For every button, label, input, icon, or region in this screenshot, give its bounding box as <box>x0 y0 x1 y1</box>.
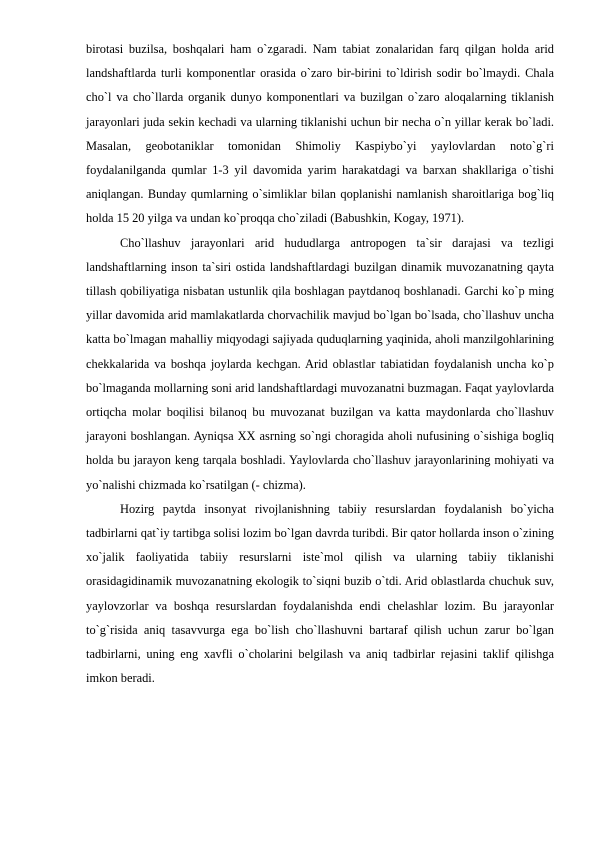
paragraph-3: Hozirg paytda insonyat rivojlanishning tabiiy resurslardan foydalanish bo`yicha tadbirlarni qat`iy tartibga solisi lozim bo`lgan davrda turibdi. Bir qator hollarda inson o`zining xo`jalik faoliyatida tabiiy resurslarni iste`mol qilish va ularning tabiiy tiklanishi orasidagidinamik muvozanatning ekologik to`siqni buzib o`tdi. Arid oblastlarda chuchuk suv, yaylovzorlar va boshqa resurslardan foydalanishda endi chelashlar lozim. Bu jarayonlar to`g`risida aniq tasavvurga ega bo`lish cho`llashuvni bartaraf qilish uchun zarur bo`lgan tadbirlarni, uning eng xavfli o`cholarini belgilash va aniq tadbirlar rejasini taklif qilishga imkon beradi. <box>86 501 554 686</box>
body-text <box>86 37 554 690</box>
paragraph-2: Cho`llashuv jarayonlari arid hududlarga antropogen ta`sir darajasi va tezligi landshaftlarning inson ta`siri ostida landshaftlardagi buzilgan dinamik muvozanatning qayta tillash qobiliyatiga nisbatan ustunlik qila boshlagan paytdanoq boshlanadi. Garchi ko`p ming yillar davomida arid mamlakatlarda chorvachilik mavjud bo`lgan bo`lsada, cho`llashuv uncha katta bo`lmagan mahalliy miqyodagi sajiyada quduqlarning yaqinida, aholi manzilgohlarining chekkalarida va boshqa joylarda kechgan. Arid oblastlar tabiatidan foydalanish uncha ko`p bo`lmaganda mollarning soni arid landshaftlardagi muvozanatni buzmagan. Faqat yaylovlarda ortiqcha molar boqilisi bilanoq bu muvozanat buzilgan va katta maydonlarda cho`llashuv jarayoni boshlangan. Ayniqsa XX asrning so`ngi choragida aholi nufusining o`sishiga bogliq holda bu jarayon keng tarqala boshladi. Yaylovlarda cho`llashuv jarayonlarining mohiyati va yo`nalishi chizmada ko`rsatilgan (- chizma). <box>86 235 554 492</box>
paragraph-1: birotasi buzilsa, boshqalari ham o`zgaradi. Nam tabiat zonalaridan farq qilgan holda arid landshaftlarda turli komponentlar orasida o`zaro bir-birini to`ldirish sodir bo`lmaydi. Chala cho`l va cho`llarda organik dunyo komponentlari va buzilgan o`zaro aloqalarning tiklanish jarayonlari juda sekin kechadi va ularning tiklanishi uchun bir necha o`n yillar kerak bo`ladi. Masalan, geobotaniklar tomonidan Shimoliy Kaspiybo`yi yaylovlardan noto`g`ri foydalanilganda qumlar 1-3 yil davomida yarim harakatdagi va barxan shakllariga o`tishi aniqlangan. Bunday qumlarning o`simliklar bilan qoplanishi namlanish sharoitlariga bog`liq holda 15 20 yilga va undan ko`proqqa cho`ziladi (Babushkin, Kogay, 1971). <box>86 42 554 226</box>
